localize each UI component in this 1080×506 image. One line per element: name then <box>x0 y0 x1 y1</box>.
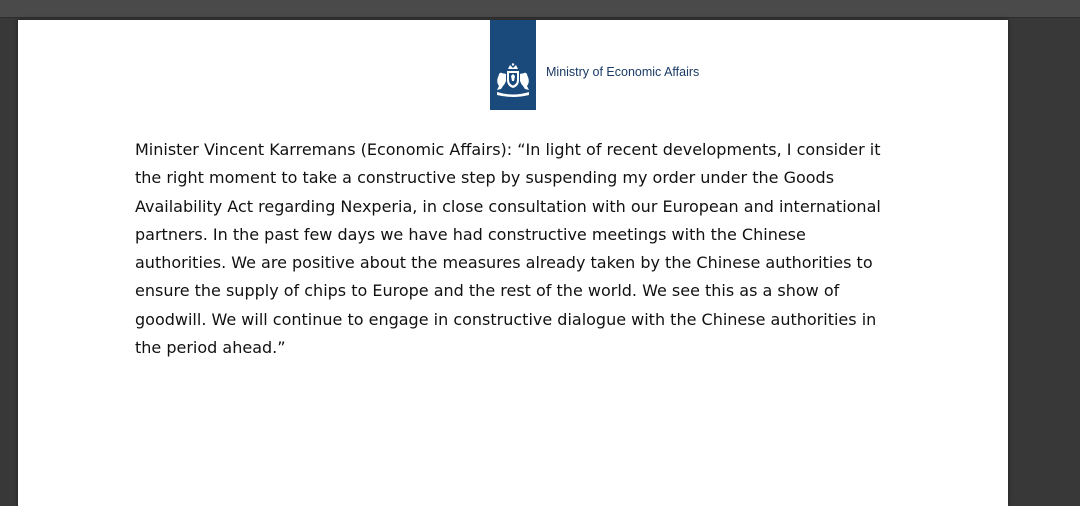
document-page[interactable] <box>18 20 1008 506</box>
ministry-logo <box>490 20 536 110</box>
ministry-name: Ministry of Economic Affairs <box>546 65 700 79</box>
royal-coat-of-arms-icon <box>492 62 534 98</box>
viewer-toolbar <box>0 0 1080 18</box>
statement-paragraph: Minister Vincent Karremans (Economic Affairs): “In light of recent developments, I consider it the right moment to take a constructive step by suspending my order under the Goods Availability Act regarding Nexperia, in close consultation with our European and international partners. In the past few days we have had constructive meetings with the Chinese authorities. We are positive about the measures already taken by the Chinese authorities to ensure the supply of chips to Europe and the rest of the world. We see this as a show of goodwill. We will continue to engage in constructive dialogue with the Chinese authorities in the period ahead.” <box>135 140 881 358</box>
